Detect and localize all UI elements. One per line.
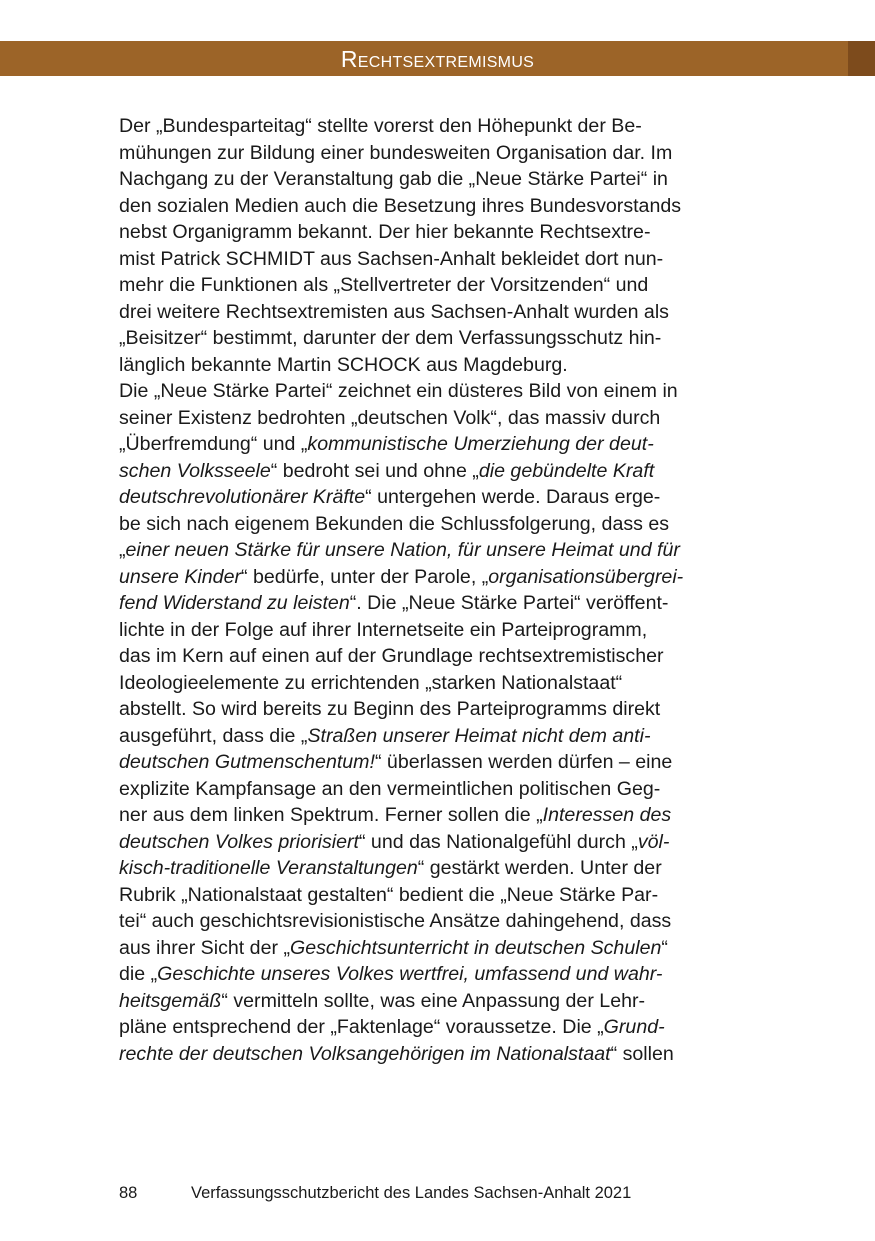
text-line — [119, 431, 769, 458]
text-segment: explizite Kampfansage an den vermeintlichen politischen Geg- — [119, 777, 661, 800]
text-line — [119, 299, 769, 326]
text-segment: “ — [661, 936, 668, 959]
text-segment: aus ihrer Sicht der „ — [119, 936, 290, 959]
text-segment: „ — [119, 539, 126, 561]
text-segment: drei weitere Rechtsextremisten aus Sachsen-Anhalt wurden als — [119, 300, 669, 323]
italic-quote-segment: kisch-traditionelle Veranstaltungen — [119, 857, 418, 879]
text-line — [119, 802, 769, 829]
italic-quote-segment: völ- — [637, 830, 670, 853]
text-segment: Nachgang zu der Veranstaltung gab die „Neue Stärke Partei“ in — [119, 168, 668, 190]
text-segment: abstellt. So wird bereits zu Beginn des Parteiprogramms direkt — [119, 698, 661, 720]
italic-quote-segment: schen Volksseele — [119, 459, 271, 482]
text-segment: “ überlassen werden dürfen – eine — [374, 751, 673, 773]
text-segment: länglich bekannte Martin SCHOCK aus Magdeburg. — [119, 353, 568, 376]
italic-quote-segment: heitsgemäß — [119, 989, 222, 1012]
text-line — [119, 511, 769, 538]
text-line — [119, 829, 769, 856]
text-line — [119, 961, 769, 988]
page-number: 88 — [119, 1184, 138, 1202]
text-segment: “ und das Nationalgefühl durch „ — [358, 830, 638, 853]
text-segment: seiner Existenz bedrohten „deutschen Volk“, das massiv durch — [119, 406, 661, 429]
text-line — [119, 484, 769, 511]
italic-quote-segment: Grund- — [603, 1016, 665, 1038]
text-line — [119, 590, 769, 617]
text-line — [119, 246, 769, 273]
text-line — [119, 564, 769, 591]
section-title: Rechtsextremismus — [340, 46, 535, 72]
text-line — [119, 219, 769, 246]
text-segment: ausgeführt, dass die „ — [119, 724, 308, 747]
text-line — [119, 166, 769, 193]
text-line — [119, 352, 769, 379]
text-line — [119, 140, 769, 167]
italic-quote-segment: fend Widerstand zu leisten — [119, 592, 350, 614]
text-line — [119, 776, 769, 803]
text-line — [119, 670, 769, 697]
text-line — [119, 1041, 769, 1068]
text-segment: Ideologieelemente zu errichtenden „starken Nationalstaat“ — [119, 671, 623, 694]
text-segment: die „ — [119, 963, 158, 985]
text-line — [119, 723, 769, 750]
italic-quote-segment: deutschrevolutionärer Kräfte — [119, 486, 366, 508]
text-segment: mist Patrick SCHMIDT aus Sachsen-Anhalt bekleidet dort nun- — [119, 247, 664, 270]
italic-quote-segment: Geschichte unseres Volkes wertfrei, umfassend und wahr- — [157, 963, 663, 985]
italic-quote-segment: deutschen Volkes priorisiert — [119, 830, 359, 853]
text-segment: “ vermitteln sollte, was eine Anpassung der Lehr- — [221, 989, 646, 1012]
italic-quote-segment: rechte der deutschen Volksangehörigen im Nationalstaat — [119, 1042, 611, 1065]
text-line — [119, 908, 769, 935]
text-segment: “ bedroht sei und ohne „ — [270, 459, 479, 482]
text-segment: lichte in der Folge auf ihrer Internetseite ein Parteiprogramm, — [119, 618, 648, 641]
text-line — [119, 405, 769, 432]
text-segment: “ untergehen werde. Daraus erge- — [365, 486, 661, 508]
text-line — [119, 749, 769, 776]
text-segment: “ bedürfe, unter der Parole, „ — [241, 565, 489, 588]
text-line — [119, 378, 769, 405]
text-segment: nebst Organigramm bekannt. Der hier bekannte Rechtsextre- — [119, 221, 651, 243]
text-line — [119, 193, 769, 220]
text-segment: „Überfremdung“ und „ — [119, 433, 308, 455]
text-segment: den sozialen Medien auch die Besetzung ihres Bundesvorstands — [119, 194, 682, 217]
text-segment: mühungen zur Bildung einer bundesweiten Organisation dar. Im — [119, 141, 673, 164]
italic-quote-segment: Interessen des — [542, 804, 672, 826]
italic-quote-segment: einer neuen Stärke für unsere Nation, für unsere Heimat und für — [125, 539, 680, 561]
text-line — [119, 537, 769, 564]
italic-quote-segment: kommunistische Umerziehung der deut- — [307, 433, 654, 455]
text-segment: das im Kern auf einen auf der Grundlage rechtsextremistischer — [119, 645, 664, 667]
text-segment: Der „Bundesparteitag“ stellte vorerst den Höhepunkt der Be- — [119, 115, 642, 137]
publication-title: Verfassungsschutzbericht des Landes Sachsen-Anhalt 2021 — [191, 1184, 632, 1202]
body-text — [119, 113, 769, 1067]
text-line — [119, 113, 769, 140]
italic-quote-segment: deutschen Gutmenschentum! — [119, 751, 375, 773]
italic-quote-segment: Geschichtsunterricht in deutschen Schulen — [289, 936, 662, 959]
text-line — [119, 882, 769, 909]
text-segment: pläne entsprechend der „Faktenlage“ voraussetze. Die „ — [119, 1016, 604, 1038]
text-line — [119, 988, 769, 1015]
text-segment: Die „Neue Stärke Partei“ zeichnet ein düsteres Bild von einem in — [119, 380, 678, 402]
text-segment: tei“ auch geschichtsrevisionistische Ansätze dahingehend, dass — [119, 910, 672, 932]
text-segment: Rubrik „Nationalstaat gestalten“ bedient die „Neue Stärke Par- — [119, 883, 659, 906]
text-segment: “ gestärkt werden. Unter der — [417, 857, 662, 879]
italic-quote-segment: die gebündelte Kraft — [478, 459, 655, 482]
text-line — [119, 935, 769, 962]
text-segment: ner aus dem linken Spektrum. Ferner sollen die „ — [119, 804, 543, 826]
text-segment: “. Die „Neue Stärke Partei“ veröffent- — [349, 592, 669, 614]
text-line — [119, 272, 769, 299]
text-segment: “ sollen — [610, 1042, 674, 1065]
text-segment: be sich nach eigenem Bekunden die Schlussfolgerung, dass es — [119, 512, 670, 535]
text-line — [119, 325, 769, 352]
text-line — [119, 617, 769, 644]
text-line — [119, 458, 769, 485]
text-segment: mehr die Funktionen als „Stellvertreter der Vorsitzenden“ und — [119, 274, 649, 296]
italic-quote-segment: organisationsübergrei- — [488, 565, 684, 588]
text-line — [119, 696, 769, 723]
italic-quote-segment: Straßen unserer Heimat nicht dem anti- — [307, 724, 651, 747]
text-line — [119, 855, 769, 882]
italic-quote-segment: unsere Kinder — [119, 565, 241, 588]
text-line — [119, 1014, 769, 1041]
text-segment: „Beisitzer“ bestimmt, darunter der dem Verfassungsschutz hin- — [119, 327, 662, 349]
text-line — [119, 643, 769, 670]
